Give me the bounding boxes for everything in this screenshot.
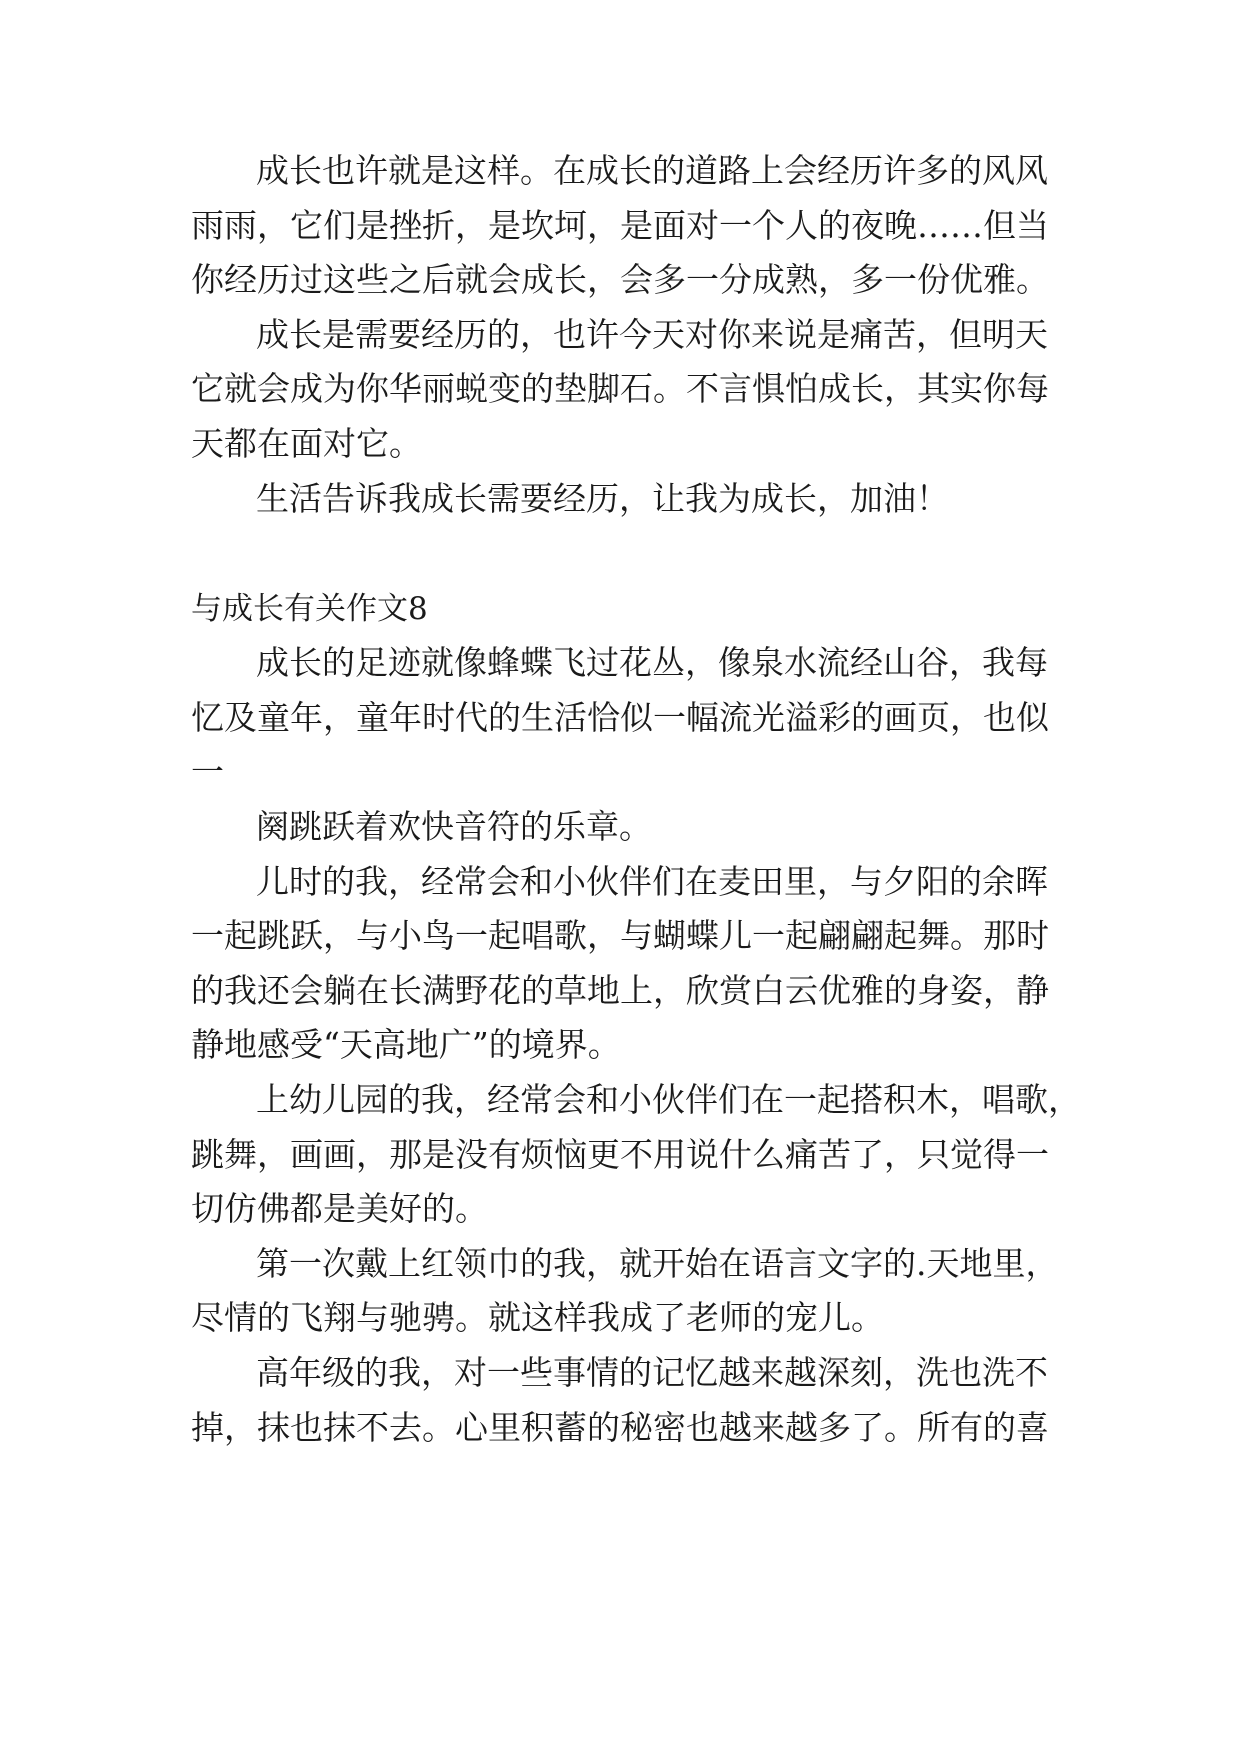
text-line: 一	[191, 752, 224, 791]
text-line: 的我还会躺在长满野花的草地上，欣赏白云优雅的身姿，静	[191, 971, 1049, 1010]
text-line: 第一次戴上红领巾的我，就开始在语言文字的.天地里，	[256, 1244, 1059, 1283]
text-line: 儿时的我，经常会和小伙伴们在麦田里，与夕阳的余晖	[256, 862, 1048, 901]
text-line: 高年级的我，对一些事情的记忆越来越深刻，洗也洗不	[256, 1353, 1048, 1392]
text-line: 静地感受“天高地广”的境界。	[191, 1025, 621, 1064]
text-line: 成长是需要经历的，也许今天对你来说是痛苦，但明天	[256, 315, 1048, 354]
text-line: 掉，抹也抹不去。心里积蓄的秘密也越来越多了。所有的喜	[191, 1408, 1049, 1447]
text-line: 雨雨，它们是挫折，是坎坷，是面对一个人的夜晚……但当	[191, 206, 1049, 245]
text-line: 天都在面对它。	[191, 424, 422, 463]
text-line: 上幼儿园的我，经常会和小伙伴们在一起搭积木，唱歌，	[256, 1080, 1081, 1119]
text-line: 阕跳跃着欢快音符的乐章。	[256, 807, 652, 846]
text-line: 尽情的飞翔与驰骋。就这样我成了老师的宠儿。	[191, 1298, 884, 1337]
text-line: 成长也许就是这样。在成长的道路上会经历许多的风风	[256, 151, 1048, 190]
text-line: 它就会成为你华丽蜕变的垫脚石。不言惧怕成长，其实你每	[191, 369, 1049, 408]
text-line: 忆及童年，童年时代的生活恰似一幅流光溢彩的画页，也似	[191, 698, 1049, 737]
text-line: 成长的足迹就像蜂蝶飞过花丛，像泉水流经山谷，我每	[256, 643, 1048, 682]
section-heading: 与成长有关作文8	[191, 591, 428, 627]
text-line: 切仿佛都是美好的。	[191, 1189, 488, 1228]
text-line: 一起跳跃，与小鸟一起唱歌，与蝴蝶儿一起翩翩起舞。那时	[191, 916, 1049, 955]
text-line: 你经历过这些之后就会成长，会多一分成熟，多一份优雅。	[191, 260, 1049, 299]
text-line: 生活告诉我成长需要经历，让我为成长，加油！	[256, 479, 949, 518]
text-line: 跳舞，画画，那是没有烦恼更不用说什么痛苦了，只觉得一	[191, 1135, 1049, 1174]
